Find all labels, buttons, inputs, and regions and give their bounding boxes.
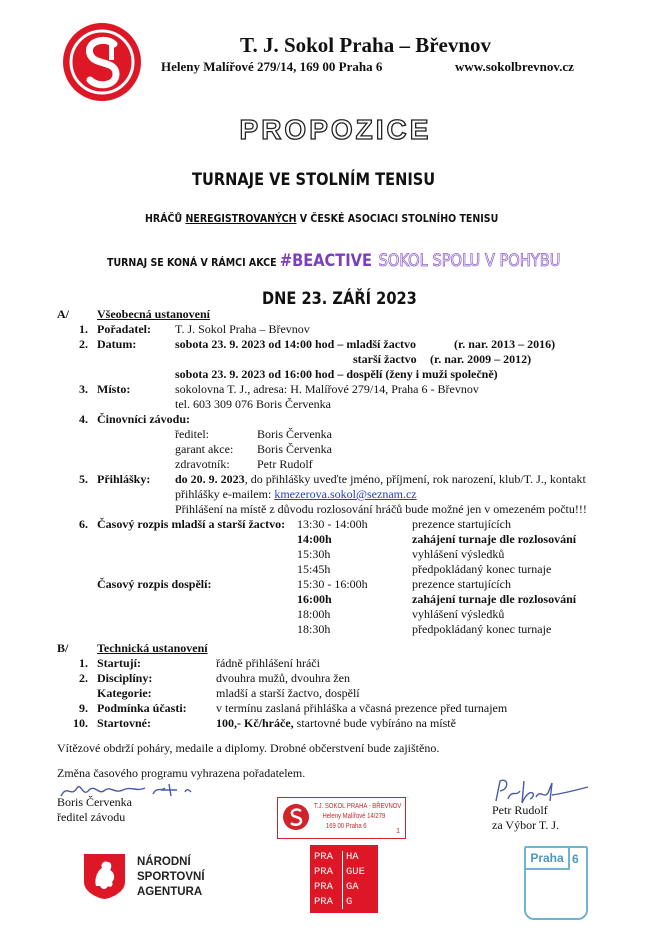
schedule-event: zahájení turnaje dle rozlosování bbox=[412, 532, 577, 546]
praha-cell: PRA bbox=[314, 851, 333, 863]
official-name: Boris Červenka bbox=[257, 442, 332, 456]
event-date: DNE 23. ZÁŘÍ 2023 bbox=[262, 289, 417, 309]
stamp-line: 169 00 Praha 6 bbox=[325, 823, 367, 830]
disciplines-value: dvouhra mužů, dvouhra žen bbox=[216, 671, 350, 685]
praha-right-column bbox=[346, 850, 365, 910]
left-signer-name: Boris Červenka bbox=[57, 795, 132, 809]
item-number: 3. bbox=[79, 382, 88, 396]
organization-website[interactable]: www.sokolbrevnov.cz bbox=[455, 59, 574, 74]
stamp-text bbox=[314, 802, 401, 832]
official-role: ředitel: bbox=[175, 427, 209, 441]
condition-label: Podmínka účasti: bbox=[97, 701, 187, 715]
schedule-event: vyhlášení výsledků bbox=[412, 607, 505, 621]
praha-cell: PRA bbox=[314, 881, 333, 893]
praha-cell: HA bbox=[346, 851, 359, 863]
praha-6-logo bbox=[524, 846, 588, 920]
fee-label: Startovné: bbox=[97, 716, 151, 730]
praha-cell: PRA bbox=[314, 866, 333, 878]
nsa-line: NÁRODNÍ bbox=[137, 856, 191, 868]
players-underlined: NEREGISTROVANÝCH bbox=[185, 212, 297, 225]
deadline-text: , do přihlášky uveďte jméno, příjmení, rok narození, klub/T. J., kontakt bbox=[244, 472, 586, 486]
players-line bbox=[145, 212, 498, 225]
organization-name: T. J. Sokol Praha – Břevnov bbox=[240, 33, 492, 57]
item-number: 2. bbox=[79, 337, 88, 351]
praha-cell: PRA bbox=[314, 896, 333, 908]
fee-value bbox=[216, 716, 456, 730]
section-a-label: A/ bbox=[57, 307, 69, 321]
organizer-value: T. J. Sokol Praha – Břevnov bbox=[175, 322, 310, 336]
praha-left-column bbox=[314, 850, 333, 910]
date-older: starší žactvo bbox=[353, 352, 417, 366]
schedule-change-note: Změna časového programu vyhrazena pořadatelem. bbox=[57, 766, 306, 780]
stamp-line: T.J. SOKOL PRAHA - BŘEVNOV bbox=[314, 803, 402, 810]
email-link[interactable]: kmezerova.sokol@seznam.cz bbox=[274, 487, 417, 501]
event-line bbox=[107, 251, 560, 271]
campaign-name: SOKOL SPOLU V POHYBU bbox=[378, 251, 561, 271]
stamp-number: 1 bbox=[396, 828, 400, 835]
praha-cell: GUE bbox=[346, 866, 365, 878]
schedule-event: prezence startujících bbox=[412, 577, 511, 591]
official-role: zdravotník: bbox=[175, 457, 230, 471]
praha6-word: Praha bbox=[526, 848, 570, 870]
right-signer-name: Petr Rudolf bbox=[492, 803, 548, 817]
praha-divider bbox=[342, 851, 343, 909]
praha6-number: 6 bbox=[572, 852, 579, 866]
schedule-time: 18:30h bbox=[297, 622, 331, 636]
date-adults: sobota 23. 9. 2023 od 16:00 hod – dospělí (ženy i muži společně) bbox=[175, 367, 498, 381]
praha-cell: GA bbox=[346, 881, 359, 893]
disciplines-label: Disciplíny: bbox=[97, 671, 153, 685]
fee-note: startovné bude vybíráno na místě bbox=[293, 716, 456, 730]
schedule-event: předpokládaný konec turnaje bbox=[412, 622, 552, 636]
right-signer-role: za Výbor T. J. bbox=[492, 818, 559, 832]
condition-value: v termínu zaslaná přihláška a včasná prezence před turnajem bbox=[216, 701, 508, 715]
nsa-line: SPORTOVNÍ bbox=[137, 871, 205, 883]
schedule-time: 18:00h bbox=[297, 607, 331, 621]
categories-label: Kategorie: bbox=[97, 686, 152, 700]
officials-label: Činovníci závodu: bbox=[97, 412, 191, 426]
registration-deadline bbox=[175, 472, 586, 486]
sokol-logo bbox=[62, 22, 142, 102]
participants-label: Startují: bbox=[97, 656, 141, 670]
beactive-hashtag: #BEACTIVE bbox=[279, 251, 372, 271]
schedule-time: 13:30 - 14:00h bbox=[297, 517, 368, 531]
nsa-line: AGENTURA bbox=[137, 886, 203, 898]
schedule-time: 15:30h bbox=[297, 547, 331, 561]
item-number: 1. bbox=[79, 656, 88, 670]
date-youth-years: (r. nar. 2013 – 2016) bbox=[454, 337, 556, 351]
item-number: 2. bbox=[79, 671, 88, 685]
date-older-years: (r. nar. 2009 – 2012) bbox=[430, 352, 532, 366]
stamp-logo-icon bbox=[282, 803, 310, 831]
schedule-time: 15:45h bbox=[297, 562, 331, 576]
official-role: garant akce: bbox=[175, 442, 234, 456]
schedule-event: předpokládaný konec turnaje bbox=[412, 562, 552, 576]
email-prefix: přihlášky e-mailem: bbox=[175, 487, 275, 501]
club-stamp bbox=[277, 797, 406, 839]
item-number: 6. bbox=[79, 517, 88, 531]
organizer-label: Pořadatel: bbox=[97, 322, 151, 336]
praha-city-logo bbox=[310, 845, 378, 913]
document-title: PROPOZICE bbox=[239, 114, 432, 145]
praha-cell: G bbox=[346, 896, 353, 908]
schedule-youth-label: Časový rozpis mladší a starší žactvo: bbox=[97, 517, 286, 531]
schedule-time: 14:00h bbox=[297, 532, 332, 546]
deadline-date: do 20. 9. 2023 bbox=[175, 472, 245, 486]
categories-value: mladší a starší žactvo, dospělí bbox=[216, 686, 360, 700]
item-number: 1. bbox=[79, 322, 88, 336]
place-label: Místo: bbox=[97, 382, 131, 396]
subtitle: TURNAJE VE STOLNÍM TENISU bbox=[192, 170, 436, 190]
registration-email-line bbox=[175, 487, 417, 501]
date-label: Datum: bbox=[97, 337, 137, 351]
item-number: 5. bbox=[79, 472, 88, 486]
schedule-time: 16:00h bbox=[297, 592, 332, 606]
place-address: sokolovna T. J., adresa: H. Malířové 279/14, Praha 6 - Břevnov bbox=[175, 382, 479, 396]
national-sports-agency-name bbox=[137, 855, 205, 900]
item-number: 10. bbox=[73, 716, 88, 730]
schedule-adults-label: Časový rozpis dospělí: bbox=[97, 577, 212, 591]
item-number: 9. bbox=[79, 701, 88, 715]
national-sports-agency-emblem-icon bbox=[82, 852, 127, 900]
schedule-event: vyhlášení výsledků bbox=[412, 547, 505, 561]
date-youth: sobota 23. 9. 2023 od 14:00 hod – mladší žactvo bbox=[175, 337, 417, 351]
item-number: 4. bbox=[79, 412, 88, 426]
schedule-event: zahájení turnaje dle rozlosování bbox=[412, 592, 577, 606]
players-suffix: V ČESKÉ ASOCIACI STOLNÍHO TENISU bbox=[296, 212, 499, 225]
official-name: Petr Rudolf bbox=[257, 457, 313, 471]
organization-address: Heleny Malířové 279/14, 169 00 Praha 6 bbox=[161, 59, 383, 74]
event-prefix: TURNAJ SE KONÁ V RÁMCI AKCE bbox=[107, 256, 280, 269]
prizes-note: Vítězové obdrží poháry, medaile a diplomy. Drobné občerstvení bude zajištěno. bbox=[57, 741, 440, 755]
participants-value: řádně přihlášení hráči bbox=[216, 656, 320, 670]
official-name: Boris Červenka bbox=[257, 427, 332, 441]
section-a-title: Všeobecná ustanovení bbox=[97, 307, 211, 321]
schedule-time: 15:30 - 16:00h bbox=[297, 577, 368, 591]
stamp-line: Heleny Malířové 14/279 bbox=[322, 813, 386, 820]
fee-amount: 100,- Kč/hráče, bbox=[216, 716, 294, 730]
section-b-title: Technická ustanovení bbox=[97, 641, 208, 655]
onsite-registration-note: Přihlášení na místě z důvodu rozlosování hráčů bude možné jen v omezeném počtu!!! bbox=[175, 502, 587, 516]
place-phone: tel. 603 309 076 Boris Červenka bbox=[175, 397, 331, 411]
section-b-label: B/ bbox=[57, 641, 69, 655]
registration-label: Přihlášky: bbox=[97, 472, 151, 486]
schedule-event: prezence startujících bbox=[412, 517, 511, 531]
players-prefix: HRÁČŮ bbox=[145, 212, 186, 225]
left-signer-role: ředitel závodu bbox=[57, 810, 126, 824]
